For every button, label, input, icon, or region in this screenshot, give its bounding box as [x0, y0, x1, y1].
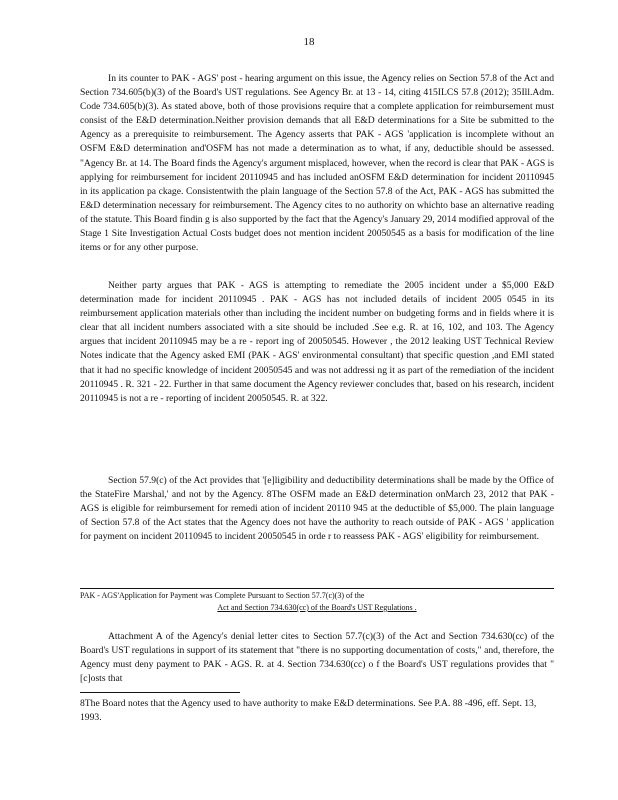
footnote: 8The Board notes that the Agency used to have authority to make E&D determinations. See P.A. 88 -496, eff. Sept. 13, 1993.	[80, 698, 537, 723]
paragraph-text: Neither party argues that PAK - AGS is attempting to remediate the 2005 incident under a $5,000 E&D determination made for incident 20110945 . PAK - AGS has not included details of incident 2005 0545 in its reimbursement application materials other than including the incident number on budgeting forms and in fields where it is clear that all incident numbers associated with a site should be included .See e.g. R. at 16, 102, and 103. The Agency argues that incident 20110945 may be a re - report ing of 20050545. However , the 2012 leaking UST Technical Review Notes indicate that the Agency asked EMI (PAK - AGS' environmental consultant) that specific question ,and EMI stated that it had no specific knowledge of incident 20050545 and was not addressi ng it as part of the remediation of the incident 20110945 . R. 321 - 22. Further in that same document the Agency reviewer concludes that, based on his research, incident 20110945 is not a re - reporting of incident 20050545. R. at 322.	[80, 280, 554, 404]
paragraph-neither-party	[80, 279, 554, 406]
paragraph-agency-reliance	[80, 72, 554, 255]
footnote-divider	[80, 692, 240, 693]
paragraph-section-57-9	[80, 474, 554, 544]
paragraph-text: Section 57.9(c) of the Act provides that '[e]ligibility and deductibility determinations shall be made by the Office of the StateFire Marshal,' and not by the Agency. 8The OSFM made an E&D determination onMarch 23, 2012 that PAK -AGS is eligible for reimbursement for remedi ation of incident 20110 945 at the deductible of $5,000. The plain language of Section 57.8 of the Act states that the Agency does not have the authority to reach outside of PAK - AGS ' application for payment on incident 20110945 to incident 20050545 in orde r to reassess PAK - AGS' eligibility for reimbursement.	[80, 475, 554, 543]
paragraph-text: Attachment A of the Agency's denial letter cites to Section 57.7(c)(3) of the Act and Section 734.630(cc) of the Board's UST regulations in support of its statement that "there is no supporting documentation of costs," and, therefore, the Agency must deny payment to PAK - AGS. R. at 4. Section 734.630(cc) o f the Board's UST regulations provides that "[c]osts that	[80, 631, 554, 685]
heading-line-2: Act and Section 734.630(cc) of the Board's UST Regulations .	[217, 603, 417, 612]
paragraph-text: In its counter to PAK - AGS' post - hearing argument on this issue, the Agency relies on Section 57.8 of the Act and Section 734.605(b)(3) of the Board's UST regulations. See Agency Br. at 13 - 14, citing 415ILCS 57.8 (2012); 35Ill.Adm. Code 734.605(b)(3). As stated above, both of those provisions require that a complete application for reimbursement must consist of the E&D determination.Neither provision demands that all E&D determinations for a Site be submitted to the Agency as a prerequisite to reimbursement. The Agency asserts that PAK - AGS 'application is incomplete without an OSFM E&D determination and'OSFM has not made a determination as to what, if any, deductible should be assessed. "Agency Br. at 14. The Board finds the Agency's argument misplaced, however, when the record is clear that PAK - AGS is applying for reimbursement for incident 20110945 and has included anOSFM E&D determination for incident 20110945 in its application pa ckage. Consistentwith the plain language of the Section 57.8 of the Act, PAK - AGS has submitted the E&D determination necessary for reimbursement. The Agency cites to no authority on whichto base an alternative reading of the statute. This Board findin g is also supported by the fact that the Agency's January 29, 2014 modified approval of the Stage 1 Site Investigation Actual Costs budget does not mention incident 20050545 as a basis for modification of the line items or for any other purpose.	[80, 73, 554, 254]
heading-line-1: PAK - AGS'Application for Payment was Complete Pursuant to Section 57.7(c)(3) of the	[80, 591, 365, 600]
page-number: 18	[303, 36, 315, 48]
paragraph-attachment-a	[80, 630, 554, 686]
section-heading	[80, 588, 554, 614]
